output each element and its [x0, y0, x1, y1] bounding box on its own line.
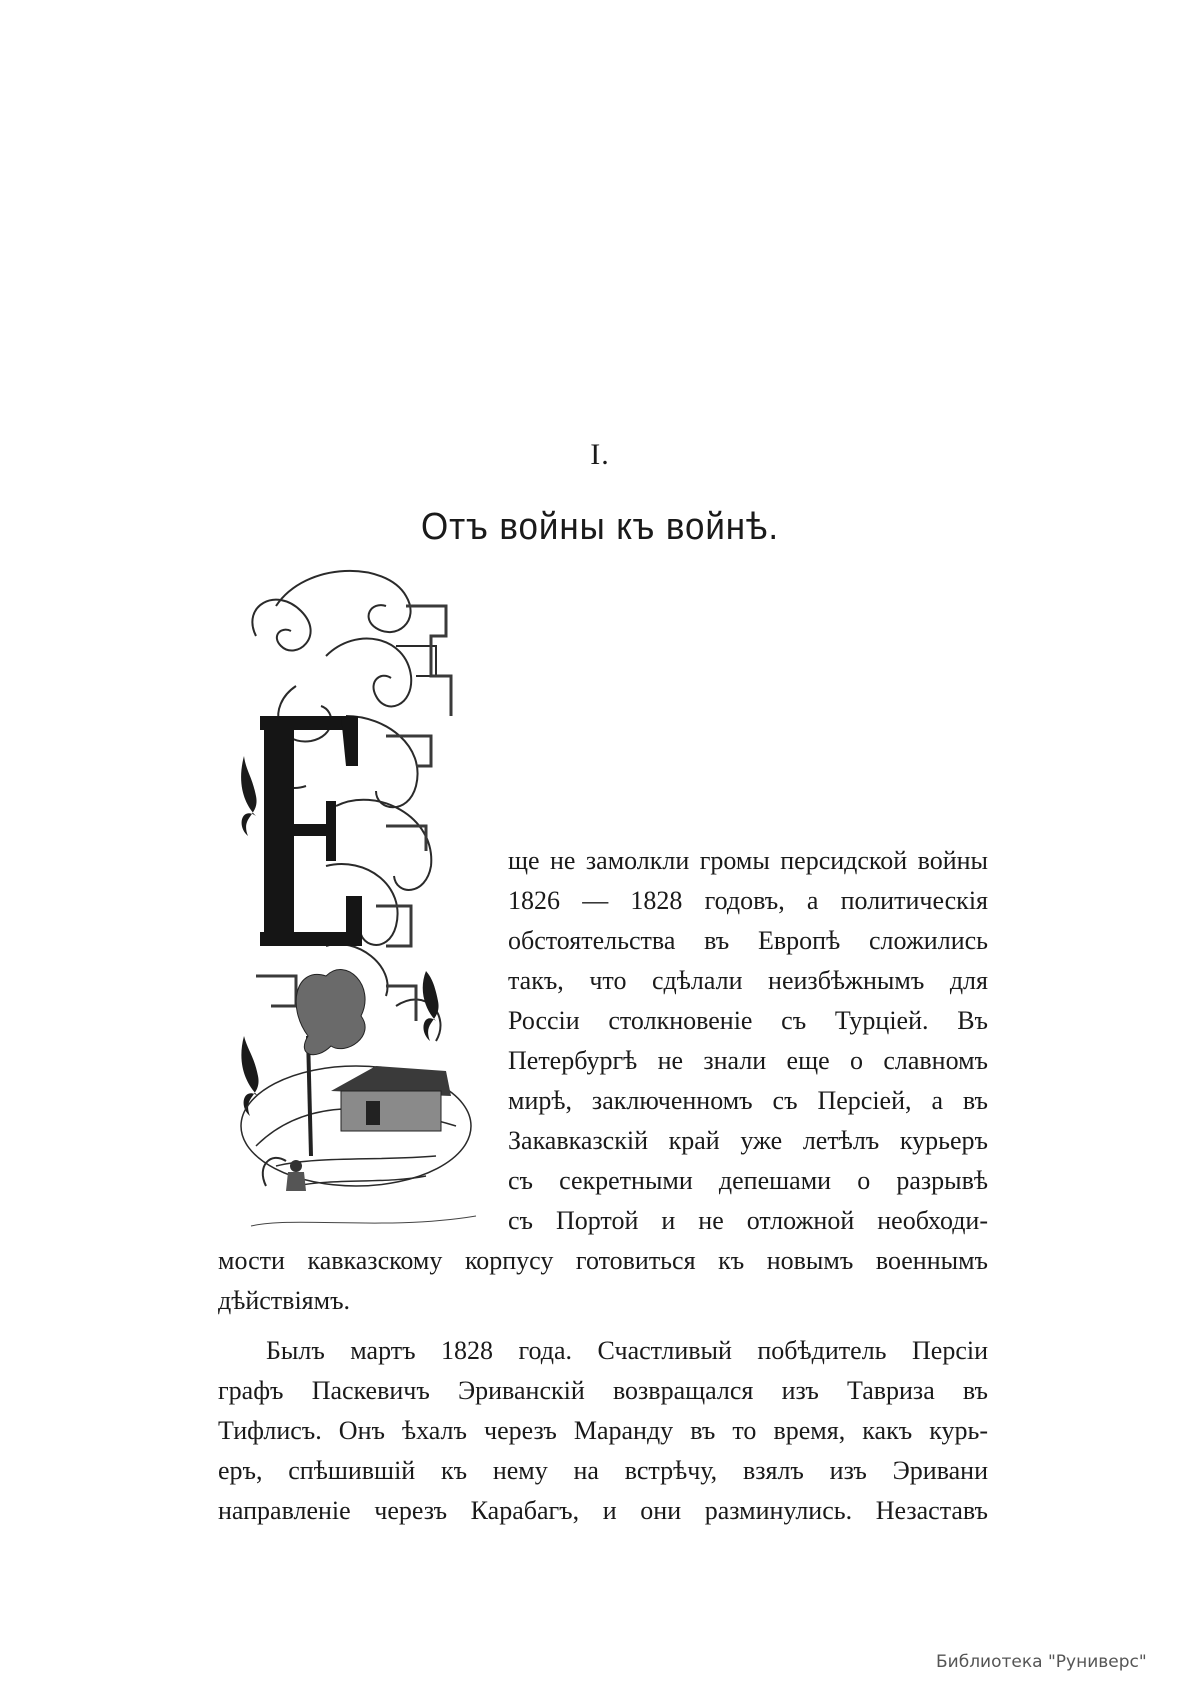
text-line: съ секретными депешами о разрывѣ — [508, 1166, 988, 1195]
text-line: такъ, что сдѣлали неизбѣжнымъ для — [508, 966, 988, 995]
text-line: направленіе черезъ Карабагъ, и они разминулись. Незаставъ — [218, 1496, 988, 1525]
library-watermark: Библиотека "Руниверс" — [936, 1652, 1147, 1672]
text-line: графъ Паскевичъ Эриванскій возвращался изъ Тавриза въ — [218, 1376, 988, 1405]
text-line: Россіи столкновеніе съ Турціей. Въ — [508, 1006, 988, 1035]
ornament-illustration — [236, 566, 498, 1278]
text-line: Закавказскій край уже летѣлъ курьеръ — [508, 1126, 988, 1155]
text-line: Тифлисъ. Онъ ѣхалъ черезъ Маранду въ то время, какъ курь- — [218, 1416, 988, 1445]
text-line: обстоятельства въ Европѣ сложились — [508, 926, 988, 955]
text-line: Былъ мартъ 1828 года. Счастливый побѣдитель Персіи — [266, 1336, 988, 1365]
text-line: мости кавказскому корпусу готовиться къ новымъ военнымъ — [218, 1246, 988, 1275]
text-line: 1826 — 1828 годовъ, а политическія — [508, 886, 988, 915]
text-line: мирѣ, заключенномъ съ Персіей, а въ — [508, 1086, 988, 1115]
text-line: еръ, спѣшившій къ нему на встрѣчу, взялъ изъ Эривани — [218, 1456, 988, 1485]
chapter-title: Отъ войны къ войнѣ. — [420, 506, 779, 548]
text-line: съ Портой и не отложной необходи- — [508, 1206, 988, 1235]
text-line: ще не замолкли громы персидской войны — [508, 846, 988, 875]
text-line: дѣйствіямъ. — [218, 1286, 351, 1315]
decorative-initial — [236, 566, 498, 1278]
chapter-number: I. — [590, 438, 610, 471]
text-line: Петербургѣ не знали еще о славномъ — [508, 1046, 988, 1075]
